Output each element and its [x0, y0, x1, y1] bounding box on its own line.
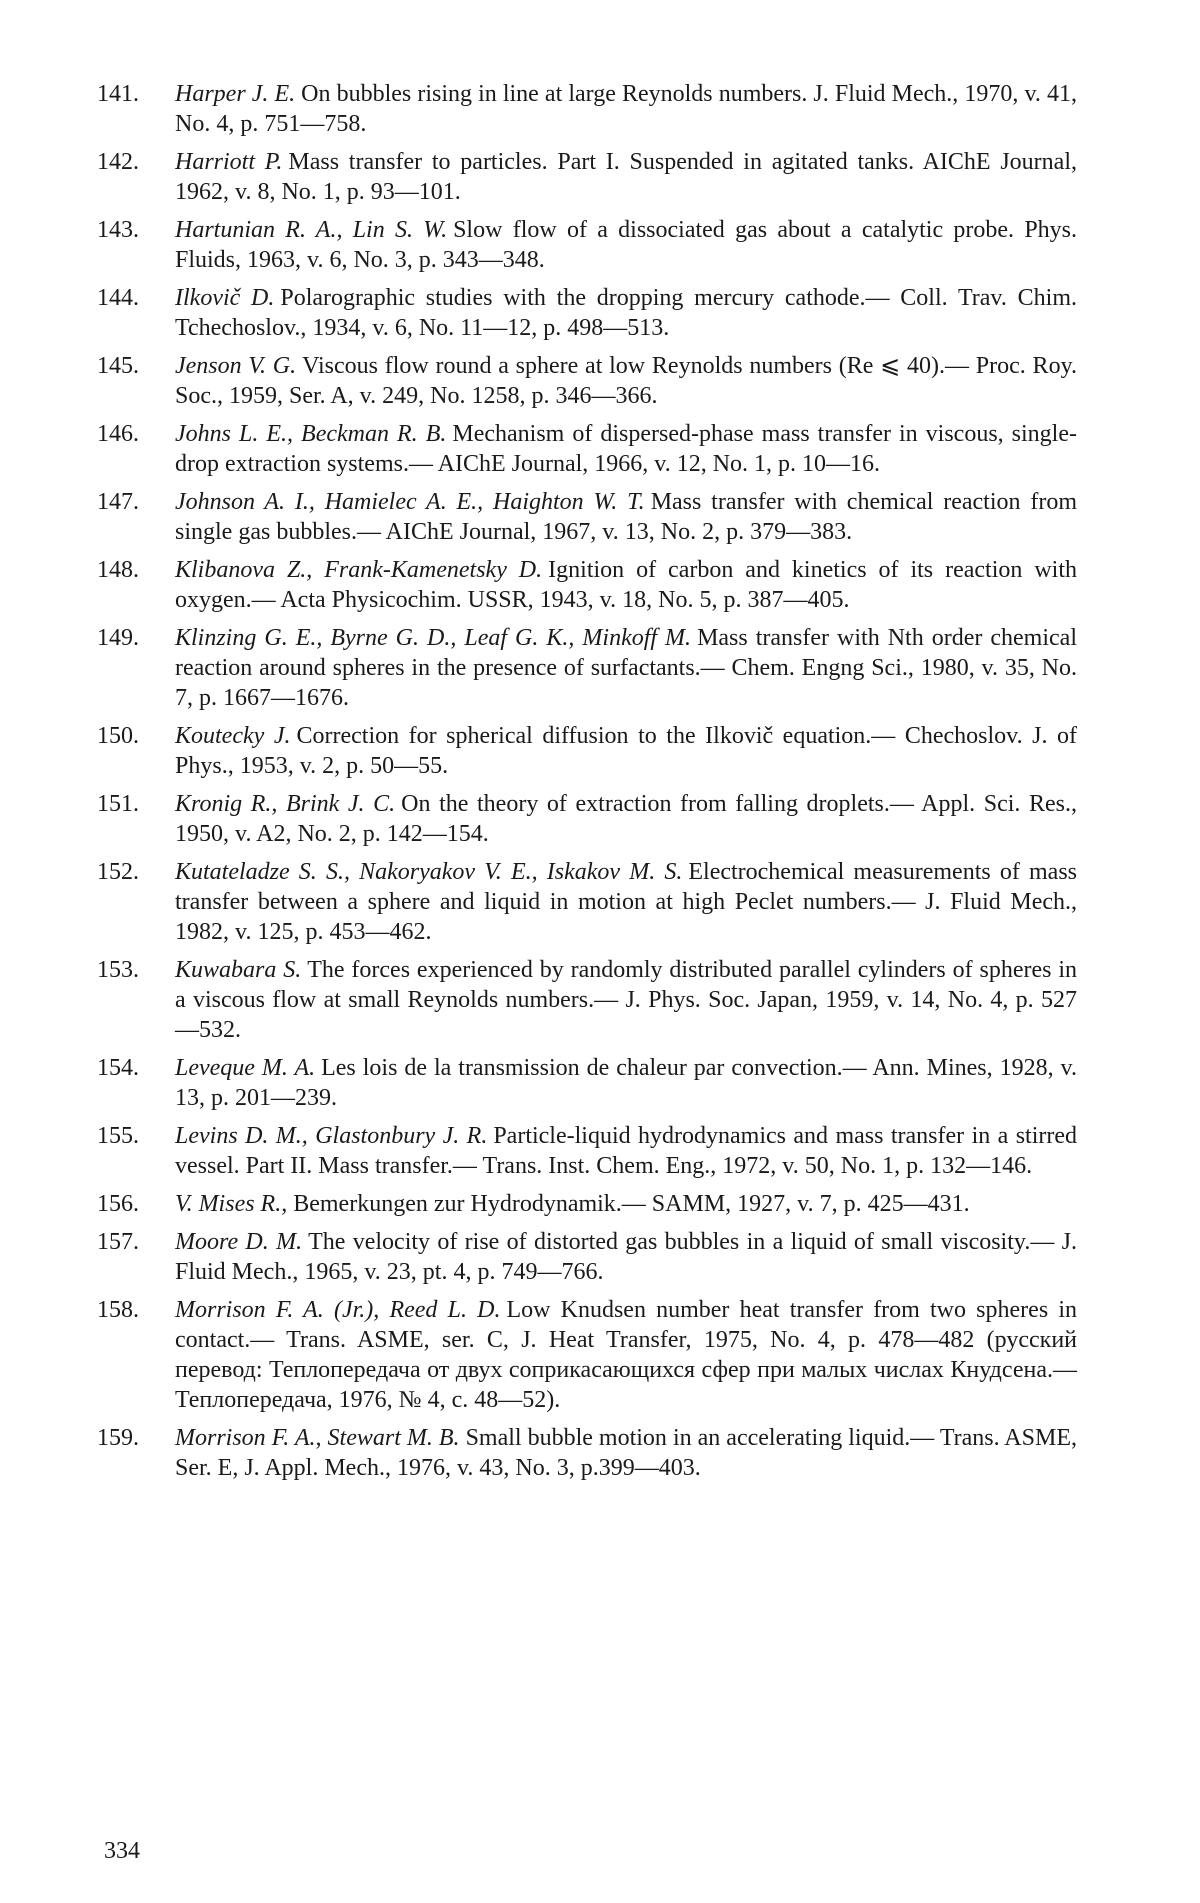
reference-text: Ignition of carbon and kinetics of its reaction with oxygen.— Acta Physicochim. USSR, 1943, v. 18, No. 5, p. 387—405.: [175, 557, 1077, 613]
reference-body: [175, 1121, 1077, 1181]
reference-authors: Morrison F. A. (Jr.), Reed L. D.: [175, 1297, 501, 1323]
reference-number: 142.: [97, 149, 139, 175]
reference-body: [175, 555, 1077, 615]
reference-body: [175, 1295, 1077, 1415]
reference-authors: Harriott P.: [175, 149, 283, 175]
reference-body: [175, 623, 1077, 713]
reference-body: [175, 351, 1077, 411]
reference-item: [97, 1121, 1077, 1181]
reference-number: 159.: [97, 1425, 139, 1451]
reference-number: 153.: [97, 957, 139, 983]
reference-authors: Kutateladze S. S., Nakoryakov V. E., Iskakov M. S.: [175, 859, 683, 885]
reference-item: [97, 857, 1077, 947]
reference-body: [175, 1053, 1077, 1113]
reference-item: [97, 351, 1077, 411]
reference-number: 156.: [97, 1191, 139, 1217]
reference-body: [175, 1423, 1077, 1483]
reference-number: 146.: [97, 421, 139, 447]
reference-text: The forces experienced by randomly distributed parallel cylinders of spheres in a viscous flow at small Reynolds numbers.— J. Phys. Soc. Japan, 1959, v. 14, No. 4, p. 527—532.: [175, 957, 1078, 1043]
reference-item: [97, 789, 1077, 849]
reference-authors: Moore D. M.: [175, 1229, 303, 1255]
reference-item: [97, 555, 1077, 615]
reference-number: 144.: [97, 285, 139, 311]
reference-item: [97, 1189, 1077, 1219]
reference-authors: Kronig R., Brink J. C.: [175, 791, 396, 817]
reference-body: [175, 721, 1077, 781]
reference-body: [175, 955, 1077, 1045]
reference-text: Mass transfer with chemical reaction from single gas bubbles.— AIChE Journal, 1967, v. 13, No. 2, p. 379—383.: [175, 489, 1077, 545]
reference-item: [97, 487, 1077, 547]
reference-item: [97, 623, 1077, 713]
reference-text: Mass transfer with Nth order chemical reaction around spheres in the presence of surfactants.— Chem. Engng Sci., 1980, v. 35, No. 7, p. 1667—1676.: [175, 625, 1077, 711]
reference-body: [175, 79, 1077, 139]
reference-text: On the theory of extraction from falling droplets.— Appl. Sci. Res., 1950, v. A2, No. 2, p. 142—154.: [175, 791, 1078, 847]
reference-authors: Levins D. M., Glastonbury J. R.: [175, 1123, 488, 1149]
reference-number: 154.: [97, 1055, 139, 1081]
reference-item: [97, 283, 1077, 343]
reference-item: [97, 1053, 1077, 1113]
reference-body: [175, 789, 1077, 849]
reference-number: 147.: [97, 489, 139, 515]
reference-authors: Johns L. E., Beckman R. B.: [175, 421, 447, 447]
reference-text: Low Knudsen number heat transfer from two spheres in contact.— Trans. ASME, ser. C, J. Heat Transfer, 1975, No. 4, p. 478—482 (русский перевод: Теплопередача от двух соприкасающихся сфер при малых числах Кнудсена.— Теплопередача, 1976, № 4, с. 48—52).: [175, 1297, 1077, 1413]
reference-page: [97, 79, 1077, 1491]
reference-text: Small bubble motion in an accelerating liquid.— Trans. ASME, Ser. E, J. Appl. Mech., 1976, v. 43, No. 3, p.399—403.: [175, 1425, 1077, 1481]
reference-authors: Johnson A. I., Hamielec A. E., Haighton W. T.: [175, 489, 645, 515]
reference-text: Les lois de la transmission de chaleur par convection.— Ann. Mines, 1928, v. 13, p. 201—239.: [175, 1055, 1077, 1111]
reference-item: [97, 79, 1077, 139]
reference-body: [175, 857, 1077, 947]
reference-body: [175, 1227, 1077, 1287]
reference-authors: V. Mises R.,: [175, 1191, 288, 1217]
reference-authors: Jenson V. G.: [175, 353, 297, 379]
reference-authors: Harper J. E.: [175, 81, 296, 107]
reference-item: [97, 1423, 1077, 1483]
reference-number: 155.: [97, 1123, 139, 1149]
reference-body: [175, 419, 1077, 479]
reference-item: [97, 419, 1077, 479]
reference-list: [97, 79, 1077, 1483]
reference-authors: Klinzing G. E., Byrne G. D., Leaf G. K., Minkoff M.: [175, 625, 692, 651]
reference-text: Viscous flow round a sphere at low Reynolds numbers (Re ⩽ 40).— Proc. Roy. Soc., 1959, Ser. A, v. 249, No. 1258, p. 346—366.: [175, 353, 1078, 409]
reference-number: 141.: [97, 81, 139, 107]
reference-authors: Hartunian R. A., Lin S. W.: [175, 217, 448, 243]
reference-text: On bubbles rising in line at large Reynolds numbers. J. Fluid Mech., 1970, v. 41, No. 4, p. 751—758.: [175, 81, 1077, 137]
reference-body: [175, 1189, 1077, 1219]
reference-text: Bemerkungen zur Hydrodynamik.— SAMM, 1927, v. 7, p. 425—431.: [293, 1191, 970, 1217]
reference-text: Mass transfer to particles. Part I. Suspended in agitated tanks. AIChE Journal, 1962, v. 8, No. 1, p. 93—101.: [175, 149, 1077, 205]
reference-item: [97, 721, 1077, 781]
reference-number: 143.: [97, 217, 139, 243]
reference-authors: Morrison F. A., Stewart M. B.: [175, 1425, 460, 1451]
reference-number: 158.: [97, 1297, 139, 1323]
reference-authors: Leveque M. A.: [175, 1055, 316, 1081]
reference-number: 149.: [97, 625, 139, 651]
reference-text: Mechanism of dispersed-phase mass transfer in viscous, single-drop extraction systems.— AIChE Journal, 1966, v. 12, No. 1, p. 10—16.: [175, 421, 1077, 477]
reference-text: The velocity of rise of distorted gas bubbles in a liquid of small viscosity.— J. Fluid Mech., 1965, v. 23, pt. 4, p. 749—766.: [175, 1229, 1077, 1285]
reference-number: 145.: [97, 353, 139, 379]
reference-body: [175, 487, 1077, 547]
reference-number: 151.: [97, 791, 139, 817]
reference-number: 148.: [97, 557, 139, 583]
reference-number: 157.: [97, 1229, 139, 1255]
reference-number: 152.: [97, 859, 139, 885]
reference-item: [97, 215, 1077, 275]
reference-item: [97, 955, 1077, 1045]
reference-text: Correction for spherical diffusion to the Ilkovič equation.— Chechoslov. J. of Phys., 1953, v. 2, p. 50—55.: [175, 723, 1078, 779]
reference-authors: Ilkovič D.: [175, 285, 275, 311]
reference-item: [97, 1295, 1077, 1415]
reference-item: [97, 1227, 1077, 1287]
reference-text: Particle-liquid hydrodynamics and mass transfer in a stirred vessel. Part II. Mass transfer.— Trans. Inst. Chem. Eng., 1972, v. 50, No. 1, p. 132—146.: [175, 1123, 1078, 1179]
reference-item: [97, 147, 1077, 207]
reference-body: [175, 147, 1077, 207]
reference-body: [175, 283, 1077, 343]
page-number: 334: [104, 1838, 140, 1864]
reference-authors: Klibanova Z., Frank-Kamenetsky D.: [175, 557, 543, 583]
reference-text: Slow flow of a dissociated gas about a catalytic probe. Phys. Fluids, 1963, v. 6, No. 3, p. 343—348.: [175, 217, 1078, 273]
reference-number: 150.: [97, 723, 139, 749]
reference-text: Polarographic studies with the dropping mercury cathode.— Coll. Trav. Chim. Tchechoslov., 1934, v. 6, No. 11—12, p. 498—513.: [175, 285, 1077, 341]
reference-body: [175, 215, 1077, 275]
reference-authors: Kuwabara S.: [175, 957, 302, 983]
reference-text: Electrochemical measurements of mass transfer between a sphere and liquid in motion at high Peclet numbers.— J. Fluid Mech., 1982, v. 125, p. 453—462.: [175, 859, 1078, 945]
reference-authors: Koutecky J.: [175, 723, 291, 749]
